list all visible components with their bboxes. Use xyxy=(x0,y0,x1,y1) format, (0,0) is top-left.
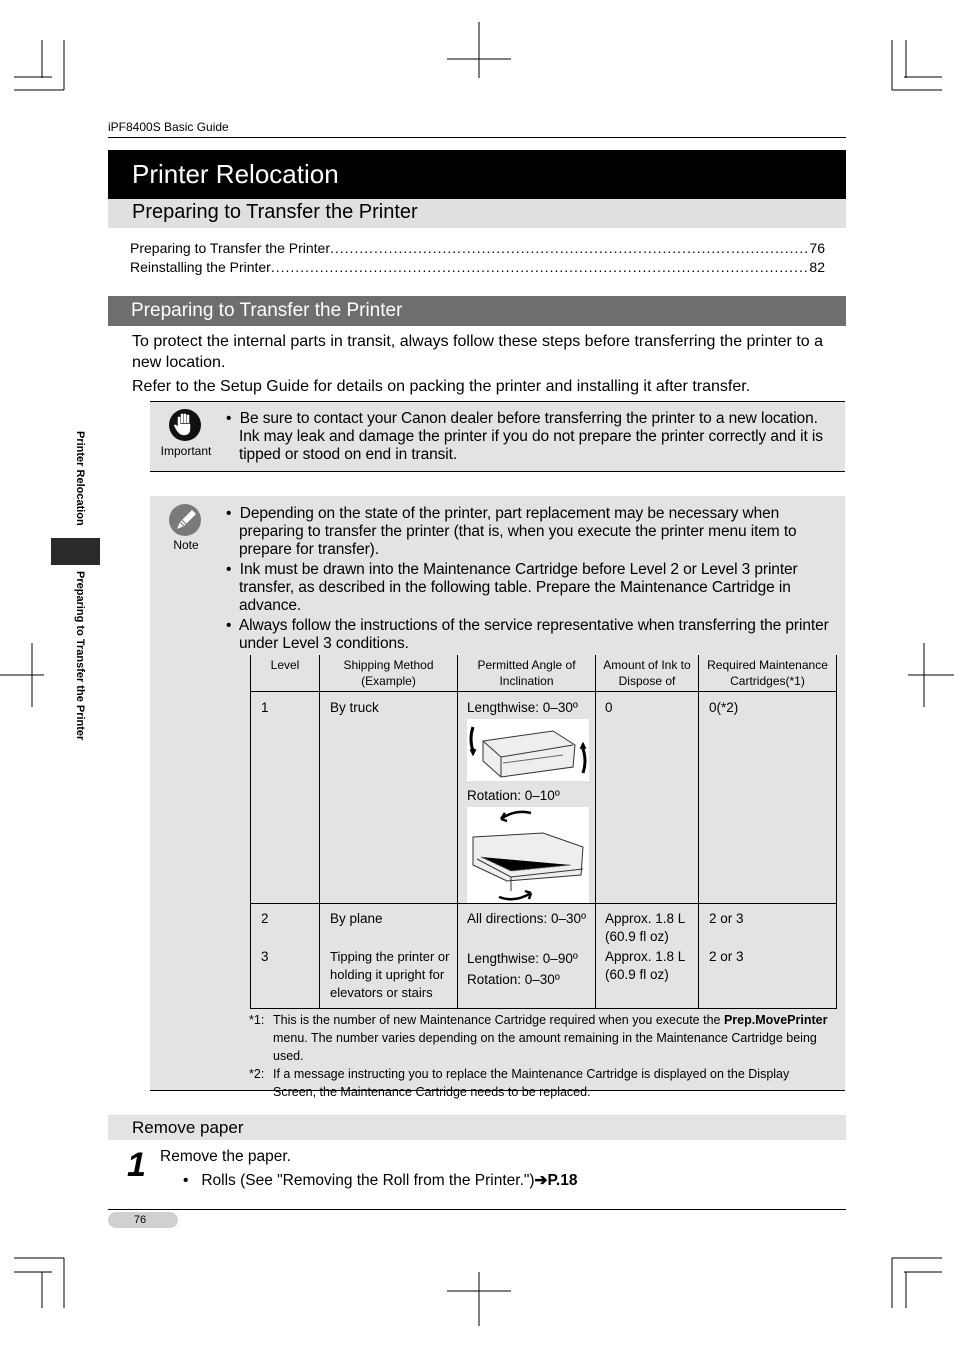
intro-paragraph: Refer to the Setup Guide for details on packing the printer and installing it after transfer. xyxy=(132,378,751,395)
cell-ink: Approx. 1.8 L (60.9 fl oz) xyxy=(596,904,699,948)
angle-rotation: Rotation: 0–10º xyxy=(467,788,560,803)
step-number: 1 xyxy=(127,1146,146,1184)
printer-tilt-illustration xyxy=(467,719,589,781)
cell-angle xyxy=(458,692,596,904)
note-box xyxy=(150,496,845,1099)
note-text: Always follow the instructions of the service representative when transferring the printer under Level 3 conditions. xyxy=(238,617,829,652)
cell-method: By plane xyxy=(320,904,458,948)
note-item: • Ink must be drawn into the Maintenance Cartridge before Level 2 or Level 3 printer transfer, as described in the following table. Prepare the Maintenance Cartridge in advance. xyxy=(226,561,798,614)
footnote-text: If a message instructing you to replace the Maintenance Cartridge is displayed on the Display Screen, the Maintenance Cartridge needs to be replaced. xyxy=(273,1067,790,1099)
arrow-right-icon: ➔ xyxy=(534,1172,548,1189)
subsection-title: Preparing to Transfer the Printer xyxy=(108,296,846,326)
important-item: • Be sure to contact your Canon dealer before transferring the printer to a new location. Ink may leak and damage the printer if you do not prepare the printer correctly and it is tipped or stood on end in transit. xyxy=(226,410,823,463)
header-ink: Amount of Ink to Dispose of xyxy=(596,655,699,692)
toc-entry[interactable] xyxy=(130,259,825,275)
footnote-mark: *2: xyxy=(249,1067,265,1081)
intro-paragraph: To protect the internal parts in transit, always follow these steps before transferring the printer to a new location. xyxy=(132,333,824,371)
cell-level: 3 xyxy=(251,948,320,1009)
toc-entry[interactable] xyxy=(130,240,825,256)
important-text: Be sure to contact your Canon dealer before transferring the printer to a new location. Ink may leak and damage the printer if you do not prepare the printer correctly and it is tipped or stood on end in transit. xyxy=(239,410,823,463)
note-item: • Depending on the state of the printer, part replacement may be necessary when preparing to transfer the printer (that is, when you execute the printer menu item to prepare for transfer). xyxy=(226,505,797,558)
header-divider xyxy=(108,137,846,138)
toc-page: 82 xyxy=(809,259,825,275)
printer-rotation-illustration xyxy=(467,807,589,903)
side-tab-chapter[interactable]: Printer Relocation xyxy=(74,431,86,526)
footnote-2 xyxy=(249,1065,841,1101)
toc-label: Preparing to Transfer the Printer xyxy=(130,240,330,256)
cell-angle xyxy=(458,948,596,1009)
angle-lengthwise: Lengthwise: 0–30º xyxy=(467,700,578,715)
footnote-text: menu. The number varies depending on the amount remaining in the Maintenance Cartridge being used. xyxy=(273,1031,817,1063)
toc-leader xyxy=(330,240,809,256)
header-method: Shipping Method (Example) xyxy=(320,655,458,692)
section-title: Preparing to Transfer the Printer xyxy=(108,199,846,228)
bullet-text: Rolls (See "Removing the Roll from the Printer.") xyxy=(201,1172,535,1189)
note-text: Depending on the state of the printer, part replacement may be necessary when preparing to transfer the printer (that is, when you execute the printer menu item to prepare for transfer). xyxy=(239,505,797,558)
transfer-level-table xyxy=(250,655,837,1009)
page-number: 76 xyxy=(108,1212,178,1228)
cell-cartridges: 0(*2) xyxy=(699,692,837,904)
cell-method: By truck xyxy=(320,692,458,904)
procedure-title: Remove paper xyxy=(108,1115,846,1140)
toc-page: 76 xyxy=(809,240,825,256)
cell-cartridges: 2 or 3 xyxy=(699,948,837,1009)
cell-ink: Approx. 1.8 L (60.9 fl oz) xyxy=(596,948,699,1009)
cell-cartridges: 2 or 3 xyxy=(699,904,837,948)
step-bullet: • Rolls (See "Removing the Roll from the Printer.")➔P.18 xyxy=(183,1172,578,1189)
header-angle: Permitted Angle of Inclination xyxy=(458,655,596,692)
chapter-title: Printer Relocation xyxy=(108,150,846,199)
footer-divider xyxy=(108,1209,846,1210)
footnote-text: This is the number of new Maintenance Cartridge required when you execute the xyxy=(273,1013,724,1027)
page-link[interactable]: P.18 xyxy=(547,1172,578,1189)
cell-level: 1 xyxy=(251,692,320,904)
angle-rotation: Rotation: 0–30º xyxy=(467,971,560,987)
table-row xyxy=(251,948,837,1009)
side-tab-marker xyxy=(51,538,100,565)
toc-label: Reinstalling the Printer xyxy=(130,259,271,275)
footnote-1 xyxy=(249,1011,841,1065)
cell-ink: 0 xyxy=(596,692,699,904)
menu-item-name: Prep.MovePrinter xyxy=(723,1013,828,1027)
important-label: Important xyxy=(160,444,212,458)
side-tab-section[interactable]: Preparing to Transfer the Printer xyxy=(74,571,86,741)
pencil-icon xyxy=(168,503,202,537)
note-item: • Always follow the instructions of the service representative when transferring the printer under Level 3 conditions. xyxy=(226,617,829,652)
toc-leader xyxy=(271,259,810,275)
footnote-mark: *1: xyxy=(249,1013,265,1027)
angle-lengthwise: Lengthwise: 0–90º xyxy=(467,950,578,966)
header-level: Level xyxy=(251,655,320,692)
important-box xyxy=(150,401,845,472)
note-label: Note xyxy=(173,538,199,552)
cell-angle: All directions: 0–30º xyxy=(458,904,596,948)
cell-level: 2 xyxy=(251,904,320,948)
note-content xyxy=(226,505,842,1101)
table-row xyxy=(251,692,837,904)
header-cartridges: Required Maintenance Cartridges(*1) xyxy=(699,655,837,692)
guide-title: iPF8400S Basic Guide xyxy=(108,120,229,134)
note-text: Ink must be drawn into the Maintenance Cartridge before Level 2 or Level 3 printer transfer, as described in the following table. Prepare the Maintenance Cartridge in advance. xyxy=(239,561,798,614)
cell-method: Tipping the printer or holding it upright for elevators or stairs xyxy=(320,948,458,1009)
table-row xyxy=(251,904,837,948)
hand-stop-icon xyxy=(168,408,202,442)
step-text: Remove the paper. xyxy=(160,1148,291,1165)
